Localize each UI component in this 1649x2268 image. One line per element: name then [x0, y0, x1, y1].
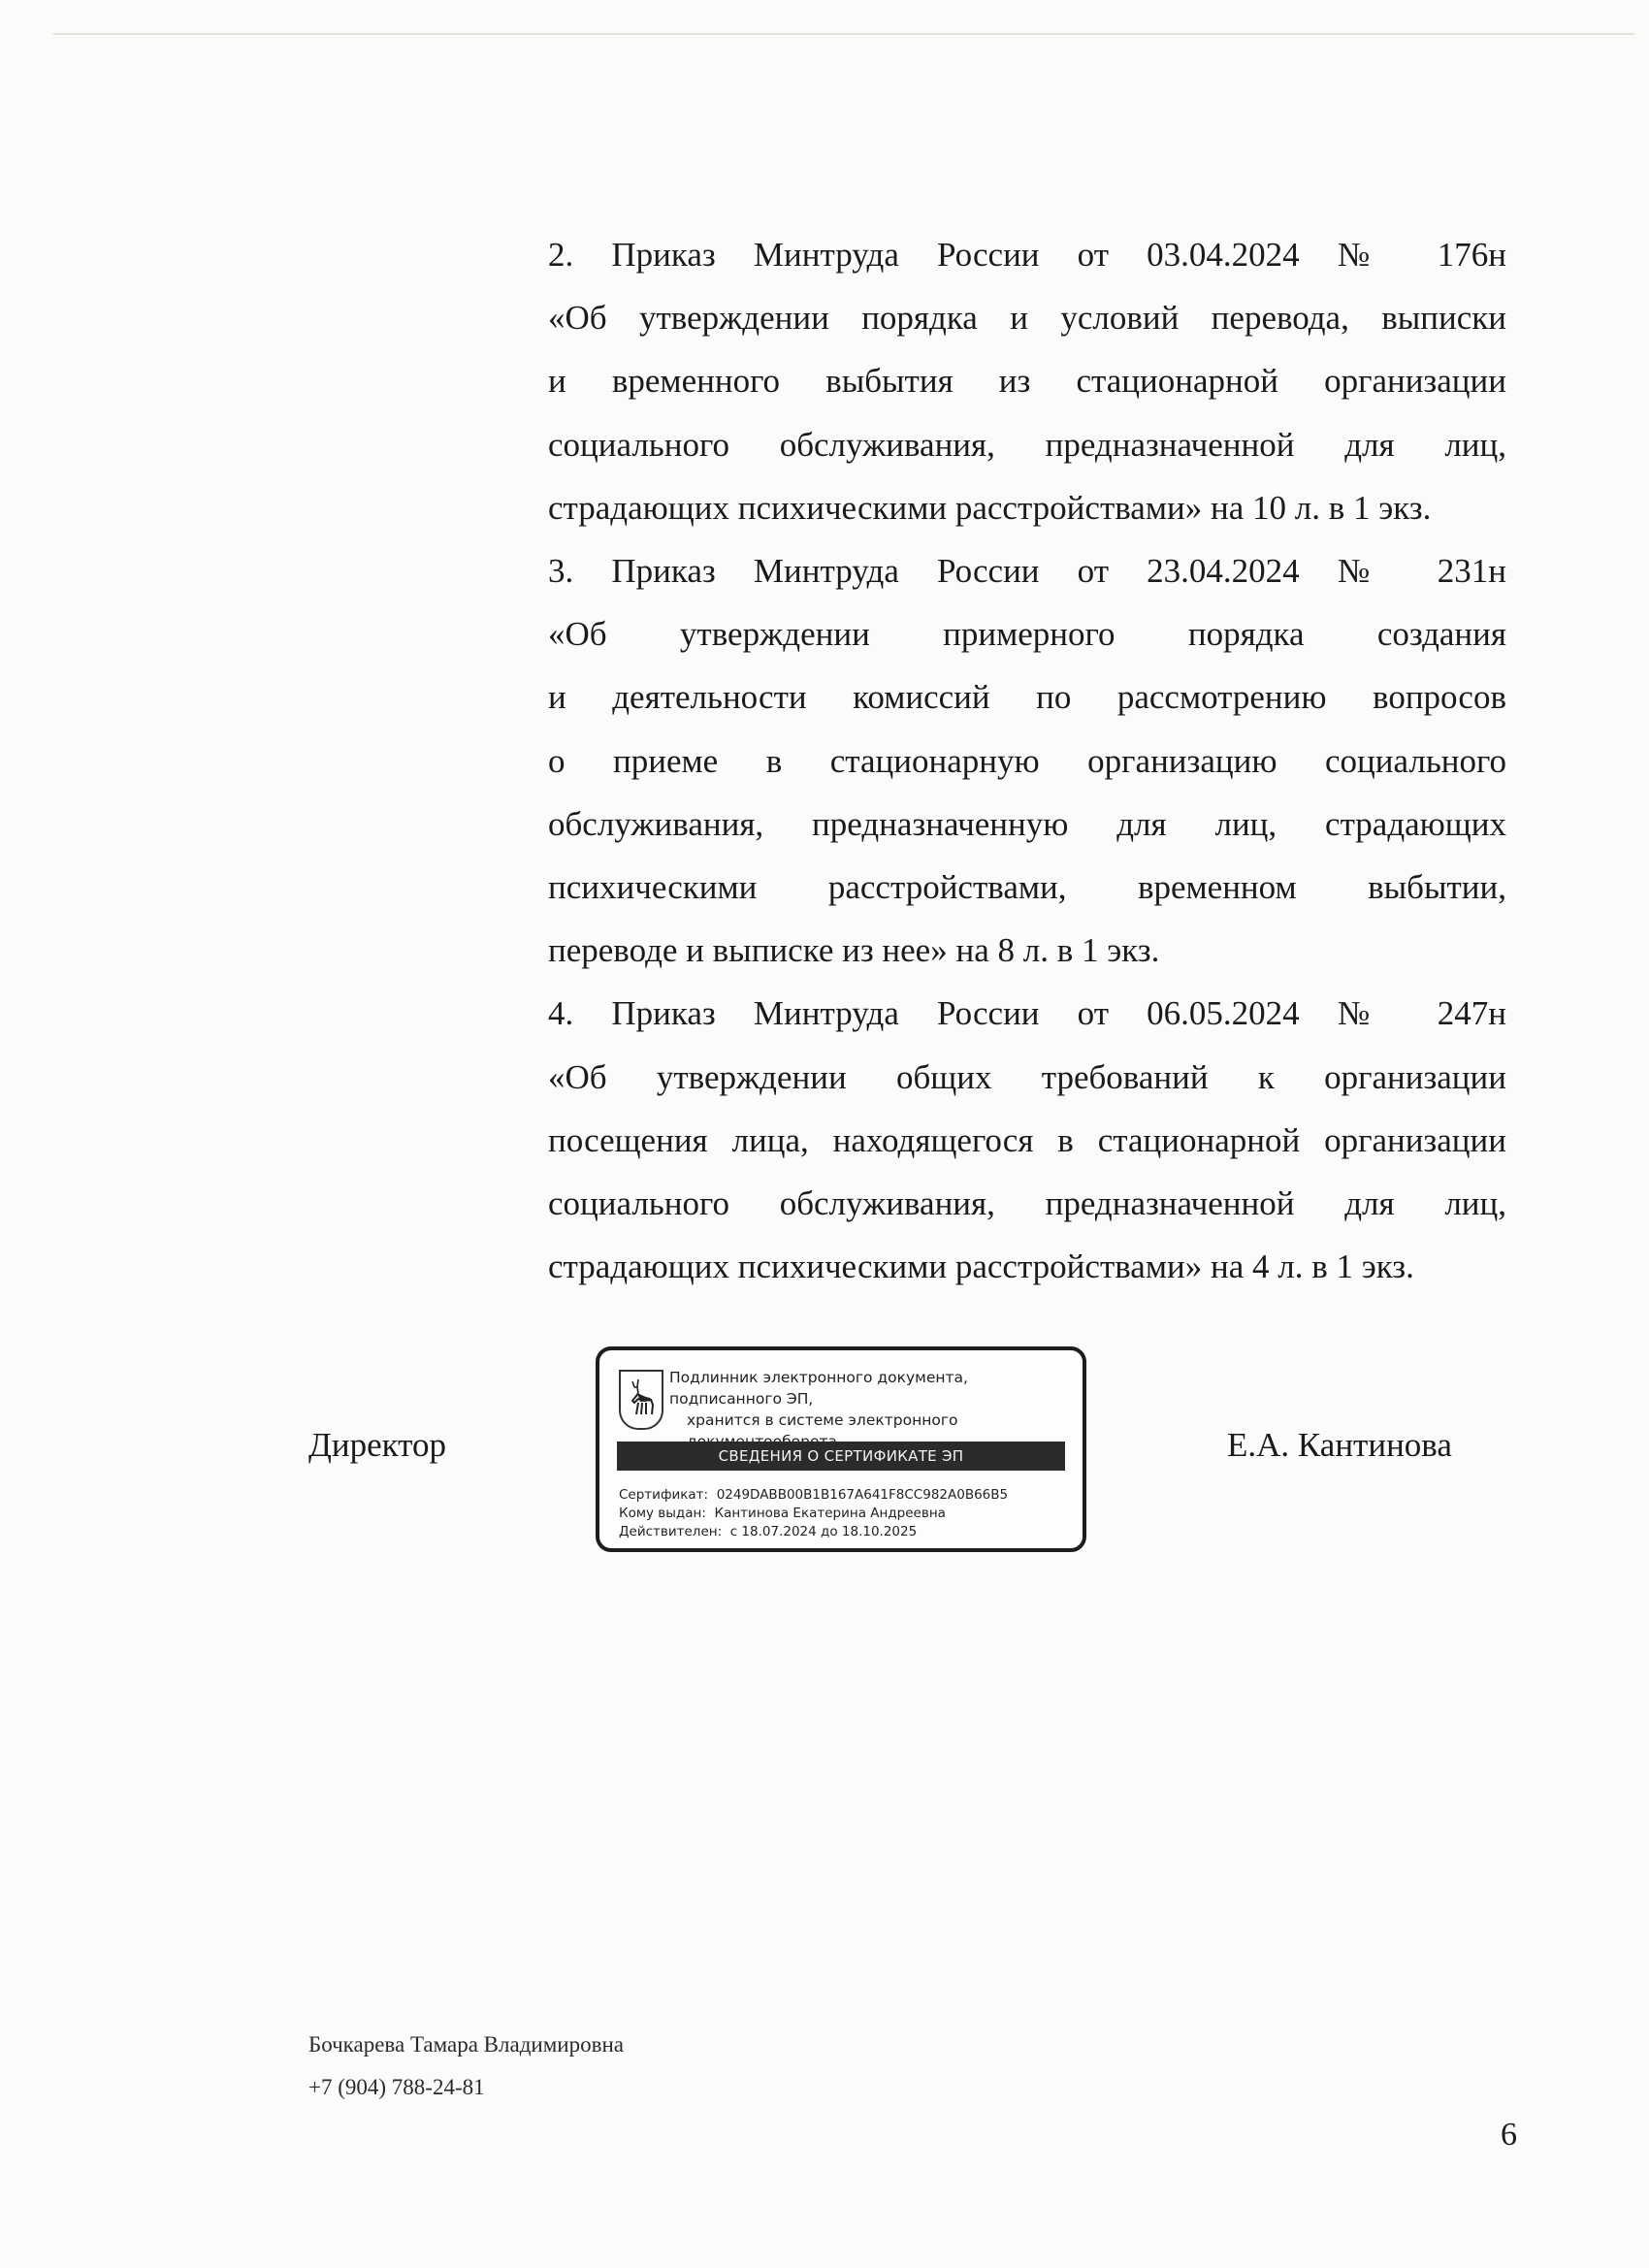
item-line: «Об утверждении примерного порядка создания [548, 615, 1506, 654]
item-line: о приеме в стационарную организацию социального [548, 741, 1506, 780]
validity-row [619, 1523, 1075, 1541]
page-number: 6 [1501, 2117, 1517, 2153]
item-line: «Об утверждении порядка и условий перевода, выписки [548, 299, 1506, 338]
item-line: «Об утверждении общих требований к организации [548, 1057, 1506, 1096]
stamp-note [669, 1367, 1077, 1452]
deer-coat-of-arms-icon [619, 1370, 663, 1430]
validity-value: с 18.07.2024 до 18.10.2025 [729, 1524, 918, 1539]
item-line: посещения лица, находящегося в стационарной организации [548, 1120, 1506, 1159]
executor-info [308, 2024, 624, 2109]
item-line: обслуживания, предназначенную для лиц, страдающих [548, 804, 1506, 843]
list-item [548, 223, 1506, 539]
signer-name: Е.А. Кантинова [1227, 1426, 1452, 1464]
executor-phone: +7 (904) 788-24-81 [308, 2075, 485, 2099]
list-item [548, 539, 1506, 982]
certificate-details [619, 1486, 1075, 1541]
stamp-note-line: хранится в системе электронного [687, 1411, 958, 1429]
item-line: страдающих психическими расстройствами» на 4 л. в 1 экз. [548, 1247, 1414, 1286]
electronic-signature-stamp [596, 1346, 1086, 1552]
item-line: 2. Приказ Минтруда России от 03.04.2024 № 176н [548, 236, 1506, 274]
item-line: социального обслуживания, предназначенной для лиц, [548, 1184, 1506, 1223]
attachments-list [548, 223, 1506, 1298]
item-line: 4. Приказ Минтруда России от 06.05.2024 № 247н [548, 994, 1506, 1033]
validity-label: Действителен: [619, 1524, 727, 1539]
certificate-label: Сертификат: [619, 1487, 713, 1503]
issued-to-value: Кантинова Екатерина Андреевна [714, 1506, 946, 1521]
item-line: психическими расстройствами, временном выбытии, [548, 868, 1506, 907]
item-line: переводе и выписке из нее» на 8 л. в 1 экз. [548, 931, 1160, 970]
executor-name: Бочкарева Тамара Владимировна [308, 2032, 624, 2057]
list-item [548, 982, 1506, 1298]
stamp-note-line: Подлинник электронного документа, подписанного ЭП, [669, 1369, 968, 1408]
item-line: и деятельности комиссий по рассмотрению вопросов [548, 678, 1506, 717]
issued-to-label: Кому выдан: [619, 1506, 711, 1521]
certificate-row [619, 1486, 1075, 1505]
issued-to-row [619, 1505, 1075, 1523]
stamp-header: СВЕДЕНИЯ О СЕРТИФИКАТЕ ЭП [617, 1442, 1065, 1471]
item-line: и временного выбытия из стационарной организации [548, 362, 1506, 401]
item-line: 3. Приказ Минтруда России от 23.04.2024 № 231н [548, 552, 1506, 591]
certificate-value: 0249DABB00B1B167A641F8CC982A0B66B5 [716, 1487, 1009, 1503]
item-line: страдающих психическими расстройствами» на 10 л. в 1 экз. [548, 488, 1432, 527]
item-line: социального обслуживания, предназначенной для лиц, [548, 425, 1506, 464]
page-top-edge [53, 33, 1634, 35]
signer-position: Директор [308, 1426, 447, 1464]
